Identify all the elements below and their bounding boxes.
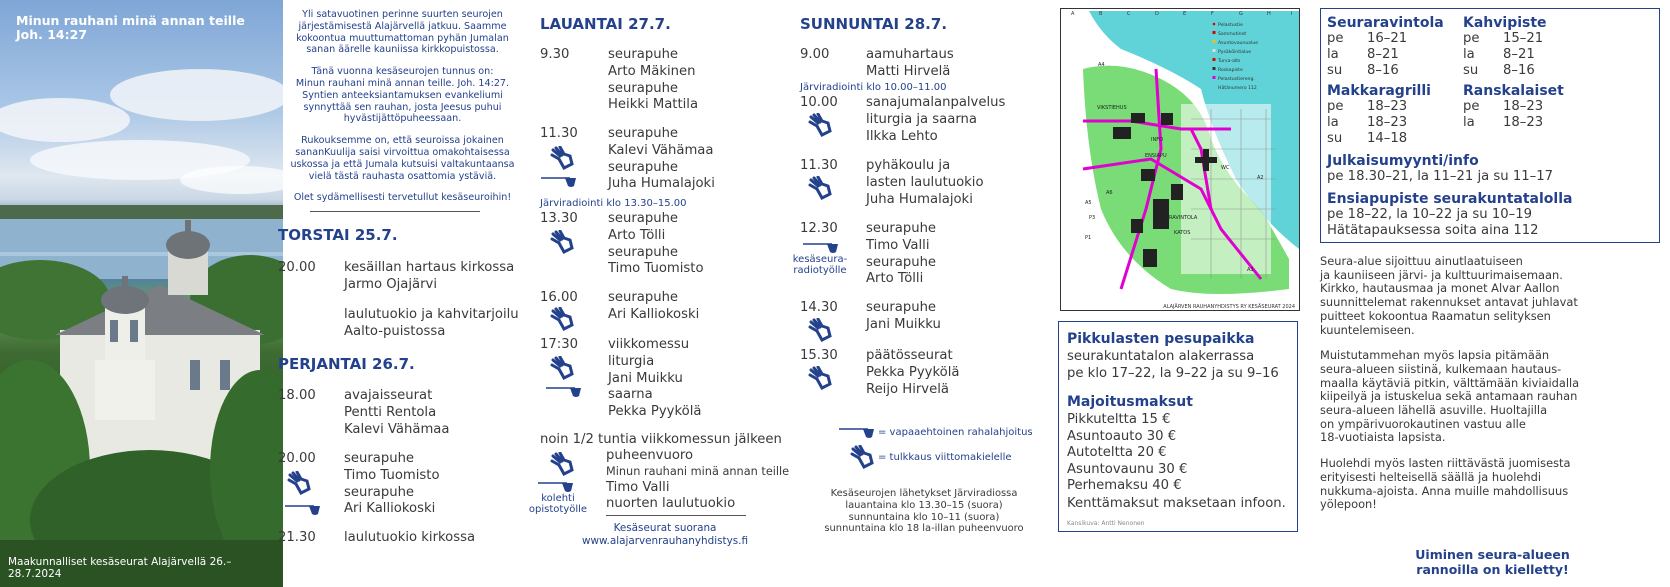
service-block-restaurant: Seuraravintola pe 16–21 la 8–21 su 8–16 bbox=[1327, 15, 1444, 78]
sign-language-icon bbox=[850, 445, 876, 469]
legend-offering: = vapaaehtoinen rahalahjoitus bbox=[878, 427, 1033, 438]
map-legend-item: Roskapiste bbox=[1218, 68, 1243, 73]
offering-icon bbox=[802, 241, 840, 255]
intro-paragraph: Olet sydämellisesti tervetullut kesäseuroihin! bbox=[293, 192, 512, 204]
svg-text:D: D bbox=[1155, 11, 1159, 17]
legend-sign-language: = tulkkaus viittomakielelle bbox=[878, 452, 1012, 463]
section-title-lauantai: LAUANTAI 27.7. bbox=[540, 15, 671, 33]
fees-note: Kenttämaksut maksetaan infoon. bbox=[1067, 496, 1286, 511]
fees-title: Majoitusmaksut bbox=[1067, 394, 1193, 410]
svg-text:I: I bbox=[1291, 11, 1293, 17]
after-mass-note: noin 1/2 tuntia viikkomessun jälkeen bbox=[540, 432, 782, 447]
map-legend-item: Turva-alts bbox=[1218, 59, 1241, 64]
church-illustration bbox=[0, 0, 283, 587]
svg-text:A2: A2 bbox=[1257, 175, 1264, 181]
sign-language-icon bbox=[550, 230, 576, 254]
section-title-sunnuntai: SUNNUNTAI 28.7. bbox=[800, 15, 948, 33]
swimming-warning: Uiminen seura-alueen rannoilla on kielletty! bbox=[1415, 547, 1570, 577]
kids-title: Pikkulasten pesupaikka bbox=[1067, 331, 1255, 347]
svg-text:P1: P1 bbox=[1085, 235, 1092, 241]
divider bbox=[606, 515, 746, 516]
sign-language-icon bbox=[808, 113, 834, 137]
offering-icon bbox=[838, 426, 876, 440]
verse-reference: Joh. 14:27 bbox=[16, 27, 88, 42]
map-legend-item: Pysäköintialue bbox=[1218, 50, 1252, 55]
info-paragraph: Seura-alue sijoittuu ainutlaatuiseen ja kauniiseen järvi- ja kulttuurimaisemaan. Kirkko, hautausmaa ja monet Alvar Aallon suunnittelemat rakennukset antavat juhlavat puitteet kokoontua Raamatun selityksen kuuntelemiseen. bbox=[1320, 254, 1578, 337]
radio-note: Järviradiointi klo 13.30–15.00 bbox=[540, 198, 687, 209]
sign-language-icon bbox=[550, 356, 576, 380]
offering-label: kolehti opistotyölle bbox=[528, 493, 588, 515]
service-block-fries: Ranskalaiset pe 18–23 la 18–23 bbox=[1463, 83, 1564, 130]
svg-text:P3: P3 bbox=[1089, 215, 1096, 221]
offering-icon bbox=[537, 480, 575, 494]
info-box-kids-fees bbox=[1058, 321, 1298, 532]
service-block-coffee: Kahvipiste pe 15–21 la 8–21 su 8–16 bbox=[1463, 15, 1547, 78]
svg-text:H: H bbox=[1267, 11, 1271, 17]
cover-footer: Maakunnalliset kesäseurat Alajärvellä 26.–28.7.2024 bbox=[8, 556, 232, 580]
verse-line: Minun rauhani minä annan teille bbox=[16, 13, 245, 28]
section-title-torstai: TORSTAI 25.7. bbox=[278, 226, 398, 244]
intro-paragraph: Rukouksemme on, että seuroissa jokainen sananKuulija saisi virvoittua omakohtaisessa uskossa ja että Jumala kutsuisi valtakuntaansa vielä tästä rauhasta osattomia ystäviä. bbox=[290, 135, 515, 182]
info-paragraph: Huolehdi myös lasten riittävästä juomisesta erityisesti helteisellä säällä ja huolehdi nukkuma-ajoista. Anna muille mahdollisuus yölepoon! bbox=[1320, 456, 1571, 512]
after-mass-program: puheenvuoro Minun rauhani minä annan teille Timo Valli nuorten laulutuokio bbox=[606, 448, 790, 511]
svg-text:A5: A5 bbox=[1085, 200, 1092, 206]
offering-icon bbox=[545, 385, 583, 399]
map-graphic bbox=[1061, 9, 1300, 311]
map-legend-item: Asuntovaunualue bbox=[1218, 41, 1259, 46]
cover-verse bbox=[16, 14, 276, 42]
map-legend-item: Pelastustie bbox=[1218, 23, 1243, 28]
svg-text:E: E bbox=[1183, 11, 1187, 17]
divider bbox=[310, 211, 480, 212]
svg-text:G: G bbox=[1239, 11, 1243, 17]
sign-language-icon bbox=[808, 176, 834, 200]
offering-icon bbox=[284, 503, 322, 517]
sign-language-icon bbox=[550, 146, 576, 170]
map-legend-item: Sammutinet bbox=[1218, 32, 1247, 37]
svg-text:KATOS: KATOS bbox=[1174, 230, 1191, 236]
svg-text:ENSIAPU: ENSIAPU bbox=[1145, 153, 1167, 159]
sign-language-icon bbox=[808, 366, 834, 390]
svg-text:A3: A3 bbox=[1247, 267, 1254, 273]
map-legend-item: Pelastustiereng. bbox=[1218, 77, 1255, 82]
stream-info: Kesäseurat suorana www.alajarvenrauhanyhdistys.fi bbox=[560, 522, 770, 547]
area-map[interactable] bbox=[1060, 8, 1300, 311]
offering-label: kesäseura- radiotyölle bbox=[792, 254, 848, 276]
svg-text:A6: A6 bbox=[1106, 190, 1113, 196]
service-block-info: Julkaisumyynti/info pe 18.30–21, la 11–21 ja su 11–17 bbox=[1327, 153, 1553, 184]
svg-text:RAVINTOLA: RAVINTOLA bbox=[1169, 215, 1198, 221]
sign-language-icon bbox=[550, 307, 576, 331]
svg-text:B: B bbox=[1099, 11, 1103, 17]
radio-note: Järviradiointi klo 10.00–11.00 bbox=[800, 82, 947, 93]
fees-list: Pikkuteltta 15 € Asuntoauto 30 € Autoteltta 20 € Asuntovaunu 30 € Perhemaksu 40 € bbox=[1067, 412, 1188, 493]
svg-text:A: A bbox=[1071, 11, 1075, 17]
service-block-first-aid: Ensiapupiste seurakuntatalolla pe 18–22, la 10–22 ja su 10–19 Hätätapauksessa soita aina 112 bbox=[1327, 191, 1573, 238]
sign-language-icon bbox=[550, 452, 576, 476]
intro-paragraph: Yli satavuotinen perinne suurten seurojen järjestämisestä Alajärvellä jatkuu. Saamme kokoontua muuttumattoman pyhän Jumalan sanan äärelle kauniissa kirkkopuistossa. bbox=[296, 9, 509, 56]
stream-link[interactable]: www.alajarvenrauhanyhdistys.fi bbox=[582, 534, 748, 547]
map-legend-item: Hätänumero 112 bbox=[1218, 86, 1257, 91]
photo-credit: Kansikuva: Antti Nenonen bbox=[1067, 520, 1145, 527]
sign-language-icon bbox=[808, 318, 834, 342]
svg-text:A4: A4 bbox=[1098, 62, 1105, 68]
section-title-perjantai: PERJANTAI 26.7. bbox=[278, 355, 415, 373]
kids-text: seurakuntatalon alakerrassa pe klo 17–22, la 9–22 ja su 9–16 bbox=[1067, 349, 1279, 381]
service-block-grill: Makkaragrilli pe 18–23 la 18–23 su 14–18 bbox=[1327, 83, 1431, 146]
map-footer: ALAJÄRVEN RAUHANYHDISTYS RY KESÄSEURAT 2024 bbox=[1163, 304, 1295, 310]
info-paragraph: Muistutammehan myös lapsia pitämään seura-alueen siistinä, kulkemaan hautaus- maalla käytäviä pitkin, välttämään kiviaidalla kiipeilyä ja istuskelua sekä antamaan rauhan seura-alueen lähellä asuville. Huoltajilla on ympärivuorokautinen vastuu alle 18-vuotiaista lapsista. bbox=[1320, 348, 1580, 445]
offering-icon bbox=[540, 175, 578, 189]
svg-text:C: C bbox=[1127, 11, 1131, 17]
info-paragraphs bbox=[1320, 255, 1665, 512]
intro-text bbox=[285, 9, 520, 214]
svg-text:VIKSTIEHUS: VIKSTIEHUS bbox=[1097, 105, 1127, 111]
svg-text:WC: WC bbox=[1221, 165, 1230, 171]
intro-paragraph: Tänä vuonna kesäseurojen tunnus on: Minun rauhani minä annan teille. Joh. 14:27. Syntien anteeksiantamuksen evankeliumi synnyttää sen rauhan, josta Jeesus puhui hyvästijättöpuheessaan. bbox=[295, 66, 510, 125]
radio-broadcasts: Kesäseurojen lähetykset Järviradiossa lauantaina klo 13.30–15 (suora) sunnuntaina klo 10–11 (suora) sunnuntaina klo 18 la-illan puheenvuoro bbox=[824, 488, 1024, 535]
svg-text:INFO: INFO bbox=[1151, 137, 1164, 143]
info-box-services bbox=[1320, 8, 1660, 243]
sign-language-icon bbox=[287, 471, 313, 495]
svg-text:F: F bbox=[1211, 11, 1214, 17]
cover-photo bbox=[0, 0, 283, 587]
